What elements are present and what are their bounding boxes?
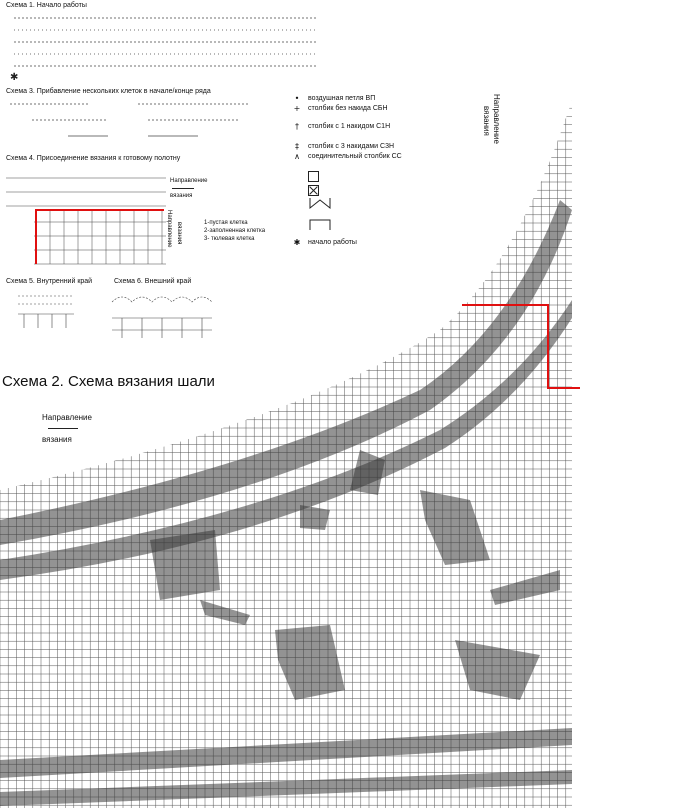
chart-motif xyxy=(200,600,250,625)
chart-motif xyxy=(420,490,490,565)
legend-label: соединительный столбик СС xyxy=(308,153,402,160)
start-marker-icon: ✱ xyxy=(293,238,301,247)
legend-label: столбик с 1 накидом С1Н xyxy=(308,123,391,130)
single-crochet-icon: + xyxy=(293,104,301,113)
scheme-4-direction-bottom: вязания xyxy=(170,193,193,199)
scheme-4-direction-side-b: вязания xyxy=(176,222,182,245)
main-direction-right-a: Направление xyxy=(492,94,501,144)
start-marker-icon: ✱ xyxy=(10,72,19,82)
chart-motif xyxy=(275,625,345,700)
scheme-1-title: Схема 1. Начало работы xyxy=(6,2,87,9)
scheme-4-title: Схема 4. Присоединение вязания к готовому полотну xyxy=(6,155,181,162)
main-direction-right-b: вязания xyxy=(482,106,491,136)
chart-motif xyxy=(350,450,385,495)
scheme-4-note-1: 1-пустая клетка xyxy=(204,220,248,226)
legend-label: начало работы xyxy=(308,239,357,246)
scheme-4-note-2: 2-заполненная клетка xyxy=(204,228,266,234)
scheme-3-title: Схема 3. Прибавление нескольких клеток в начале/конце ряда xyxy=(6,88,211,95)
scheme-4-note-3: 3- тюлевая клетка xyxy=(204,236,255,242)
legend-label: столбик без накида СБН xyxy=(308,105,388,112)
chart-motif xyxy=(0,770,572,806)
main-direction-b: вязания xyxy=(42,435,72,444)
slip-stitch-icon: ∧ xyxy=(294,152,300,161)
scheme-6-title: Схема 6. Внешний край xyxy=(114,278,192,285)
triple-crochet-icon: ‡ xyxy=(295,142,299,151)
chart-motif xyxy=(150,530,220,600)
chart-motif xyxy=(300,505,330,530)
legend-label: воздушная петля ВП xyxy=(308,95,376,102)
scheme-2-title: Схема 2. Схема вязания шали xyxy=(2,373,215,390)
double-crochet-icon: † xyxy=(295,122,299,131)
chart-motif xyxy=(455,640,540,700)
scheme-4-direction-side-a: Направление xyxy=(166,210,172,248)
legend-label: столбик с 3 накидами С3Н xyxy=(308,143,395,150)
chart-motif xyxy=(0,728,572,778)
chain-stitch-icon: • xyxy=(294,94,300,103)
scheme-5-title: Схема 5. Внутренний край xyxy=(6,278,93,285)
main-direction-a: Направление xyxy=(42,413,92,422)
scheme-4-direction-top: Направление xyxy=(170,178,208,184)
